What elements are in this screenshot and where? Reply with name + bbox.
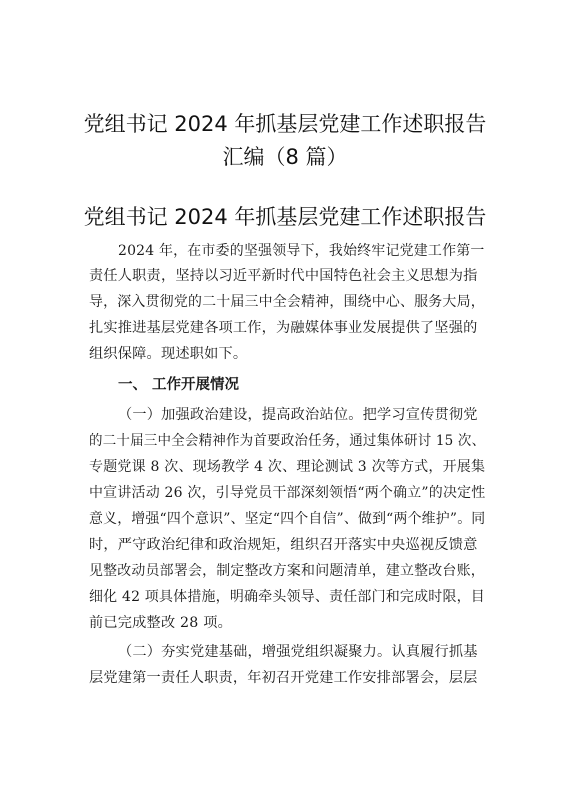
- paragraph-2-line: 中宣讲活动 26 次，引导党员干部深刻领悟“两个确立”的决定性: [89, 485, 486, 501]
- paragraph-2-line: 细化 42 项具体措施，明确牵头领导、责任部门和完成时限，目: [89, 589, 485, 605]
- paragraph-2-line: 见整改动员部署会，制定整改方案和问题清单，建立整改台账，: [89, 563, 485, 579]
- paragraph-2-line: 专题党课 8 次、现场教学 4 次、理论测试 3 次等方式，开展集: [89, 459, 486, 475]
- document-title-line-2: 汇编（8 篇）: [222, 145, 348, 169]
- paragraph-2-line: （一）加强政治建设，提高政治站位。把学习宣传贯彻党: [118, 407, 478, 423]
- paragraph-2-line: 前已完成整改 28 项。: [89, 615, 232, 631]
- paragraph-3-line: 层党建第一责任人职责，年初召开党建工作安排部署会，层层: [89, 670, 478, 686]
- paragraph-1-line: 扎实推进基层党建各项工作，为融媒体事业发展提供了坚强的: [89, 320, 478, 336]
- paragraph-1-line: 2024 年，在市委的坚强领导下，我始终牢记党建工作第一: [118, 243, 485, 259]
- section-title: 党组书记 2024 年抓基层党建工作述职报告: [83, 205, 487, 229]
- paragraph-1-line: 导，深入贯彻党的二十届三中全会精神，围绕中心、服务大局，: [89, 294, 485, 310]
- document-title-line-1: 党组书记 2024 年抓基层党建工作述职报告: [83, 112, 487, 136]
- heading-work-situation: 一、 工作开展情况: [118, 377, 240, 393]
- paragraph-1-line: 责任人职责，坚持以习近平新时代中国特色社会主义思想为指: [89, 268, 478, 284]
- paragraph-3-line: （二）夯实党建基础，增强党组织凝聚力。认真履行抓基: [118, 644, 478, 660]
- paragraph-2-line: 意义，增强“四个意识”、坚定“四个自信”、做到“两个维护”。同: [89, 511, 486, 527]
- paragraph-1-line: 组织保障。现述职如下。: [89, 346, 248, 362]
- paragraph-2-line: 的二十届三中全会精神作为首要政治任务，通过集体研讨 15 次、: [89, 433, 486, 449]
- paragraph-2-line: 时，严守政治纪律和政治规矩，组织召开落实中央巡视反馈意: [89, 537, 478, 553]
